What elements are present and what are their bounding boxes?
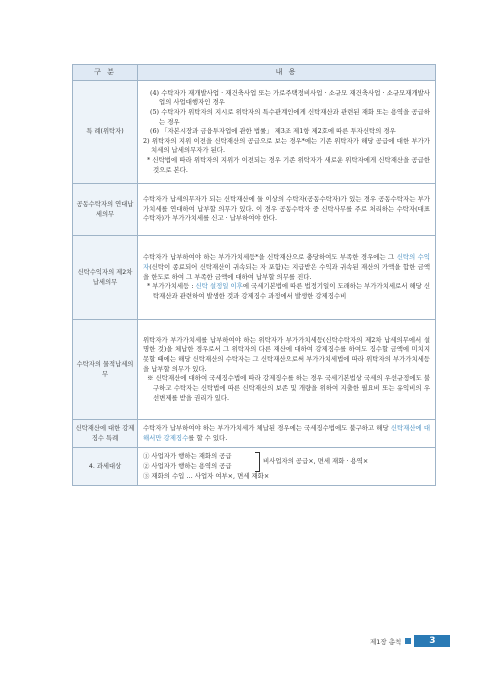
row-content: 수탁자가 납세의무자가 되는 신탁재산에 둘 이상의 수탁자(공동수탁자)가 있는 경우 공동수탁자는 부가가치세를 연대하여 납부할 의무가 있다. 이 경우 공동수탁자 중 신탁사무를 주로 처리하는 수탁자(대표수탁자)가 부가가치세를 신고 · 납부하여야 한다. [138,184,436,236]
table-header-row [73,65,436,81]
paragraph: 위탁자가 부가가치세를 납부하여야 하는 위탁자가 부가가치세등(신탁수탁자의 제2차 납세의무에서 설명한 것)을 체납한 경우로서 그 위탁자의 다른 재산에 대하여 강제징수를 하여도 징수할 금액에 미치지 못할 때에는 해당 신탁재산의 수탁자는 그 신탁재산으로써 부가가치세법에 따라 위탁자의 부가가치세등을 납부할 의무가 있다. [143,335,430,373]
text-span: (신탁이 종료되어 신탁재산이 귀속되는 자 포함)는 지급받은 수익과 귀속된 재산의 가액을 합한 금액을 한도로 하여 그 부족한 금액에 대하여 납부할 의무를 진다. [143,263,430,281]
row-content [138,448,436,486]
text-span: * 부가가치세등 : [147,282,196,291]
footnote: * 신탁법에 따라 위탁자의 지위가 이전되는 경우 기존 위탁자가 새로운 위탁자에게 신탁재산을 공급한 것으로 본다. [147,156,430,174]
table-row [73,320,436,420]
taxable-items [143,452,430,472]
text-span: 를 할 수 있다. [188,433,228,442]
page-footer [370,635,450,647]
square-marker-icon [405,638,411,644]
content-table [72,64,436,486]
list-item: ② 사업자가 행하는 용역의 공급 [143,461,232,470]
row-content [138,320,436,420]
list-item: 2) 위탁자의 지위 이전을 신탁재산의 공급으로 보는 경우*에는 기존 위탁자가 해당 공급에 대한 부가가치세의 납세의무자가 된다. [143,136,430,155]
list-item: (5) 수탁자가 위탁자의 지시로 위탁자의 특수관계인에게 신탁재산과 관련된 재화 또는 용역을 공급하는 경우 [150,107,430,126]
chapter-title: 제1장 총칙 [370,637,402,646]
header-category: 구 분 [73,65,138,81]
footnote [143,282,430,301]
row-label: 4. 과세대상 [73,448,138,486]
text-span: 수탁자가 납부하여야 하는 부가가치세등*을 신탁재산으로 충당하여도 부족한 경우에는 그 [143,253,397,262]
header-content: 내 용 [138,65,436,81]
table-row [73,81,436,184]
list-item: ③ 재화의 수입 … 사업자 여부×, 면세 재화× [143,471,270,480]
footnote: ※ 신탁재산에 대하여 국세징수법에 따라 강제징수를 하는 경우 국세기본법상 국세의 우선규정에도 불구하고 수탁자는 신탁법에 따른 신탁재산의 보존 및 개량을 위하여 지출한 필요비 또는 유익비의 우선변제를 받을 권리가 있다. [147,374,430,402]
text-span: 수탁자가 납부하여야 하는 부가가치세가 체납된 경우에는 국세징수법에도 불구하고 해당 [143,423,391,432]
list-item: ① 사업자가 행하는 재화의 공급 [143,451,232,460]
row-content [138,81,436,184]
list-item: (4) 수탁자가 재개발사업 · 재건축사업 또는 가로주택정비사업 · 소규모 재건축사업 · 소규모재개발사업의 사업대행자인 경우 [150,88,430,107]
row-content [138,236,436,320]
paragraph [143,253,430,282]
row-label: 수탁자의 물적납세의무 [73,320,138,420]
row-label: 공동수탁자의 연대납세의무 [73,184,138,236]
row-label: 신탁수익자의 제2차 납세의무 [73,236,138,320]
table-row [73,420,436,448]
row-content [138,420,436,448]
page-number: 3 [414,635,450,647]
row-label: 특 례(위탁자) [73,81,138,184]
highlight-text: 신탁의 수익자 [143,253,431,272]
bracket-note: 비사업자의 공급×, 면세 재화 · 용역× [263,456,369,465]
bracket-connector [255,452,260,472]
highlight-text: 신탁 설정일 이후 [195,282,243,291]
supply-list [143,452,255,472]
highlight-text: 신탁재산에 대해서만 강제징수 [143,423,430,442]
row-label: 신탁재산에 대한 강제징수 특례 [73,420,138,448]
table-row [73,184,436,236]
table-row [73,236,436,320]
list-item: (6) 「자본시장과 금융투자업에 관한 법률」 제3조 제1항 제2호에 따른 투자신탁의 경우 [150,127,396,136]
table-row [73,448,436,486]
text-span: 에 국세기본법에 따른 법정기일이 도래하는 부가가치세로서 해당 신탁재산과 관련하여 발생한 것과 강제징수 과정에서 발생한 강제징수비 [153,282,431,300]
